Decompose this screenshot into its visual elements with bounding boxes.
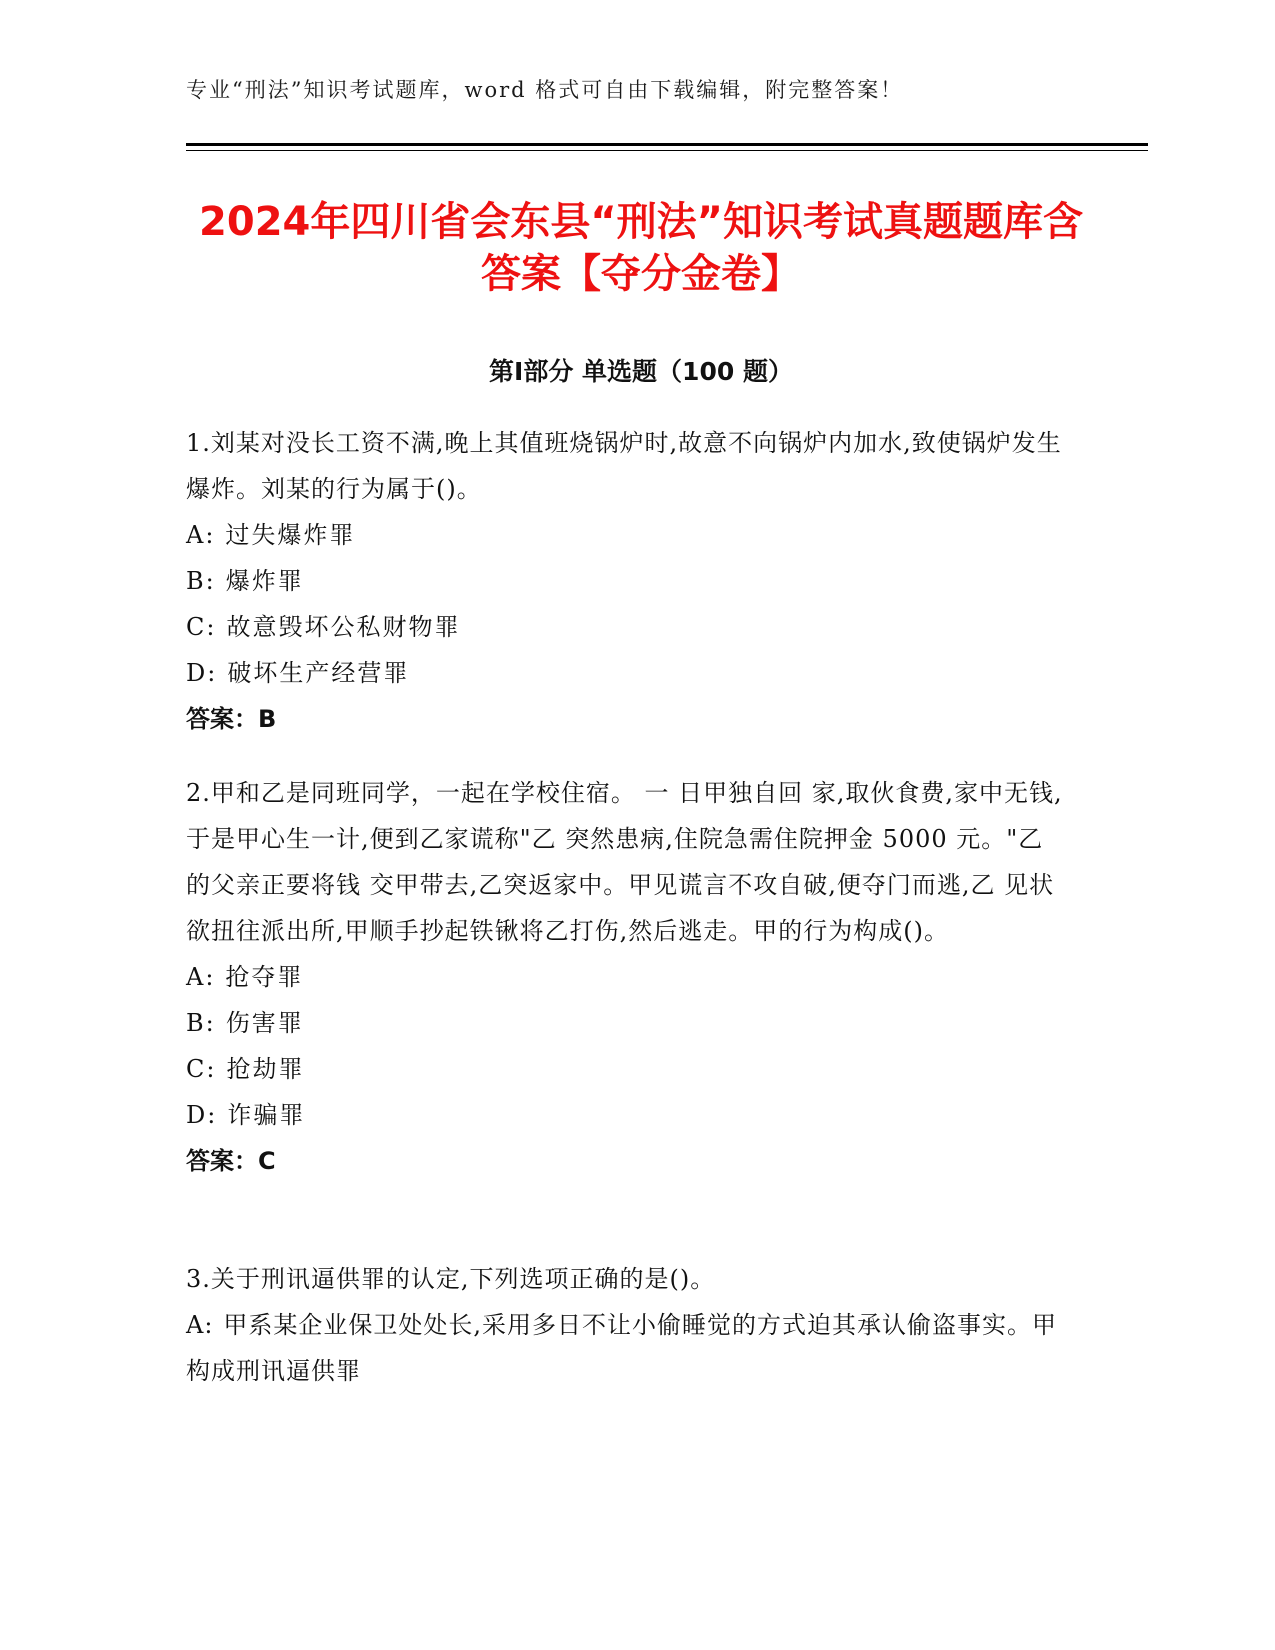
option-text: 抢劫罪 — [226, 1055, 305, 1083]
question-text: 1.刘某对没长工资不满,晚上其值班烧锅炉时,故意不向锅炉内加水,致使锅炉发生爆炸。刘某的行为属于()。 — [186, 429, 1062, 503]
answer-line: 答案：B — [186, 705, 277, 733]
header-note: 专业“刑法”知识考试题库，word 格式可自由下载编辑，附完整答案！ — [186, 78, 904, 102]
header-divider-thick — [186, 143, 1148, 146]
option-letter: C: — [186, 613, 217, 641]
option-letter: B: — [186, 1009, 216, 1037]
option-b — [186, 558, 1066, 604]
option-text: 诈骗罪 — [227, 1101, 306, 1129]
option-letter: C: — [186, 1055, 217, 1083]
option-letter: A: — [186, 1311, 214, 1339]
section-heading: 第Ⅰ部分 单选题（100 题） — [489, 357, 793, 386]
option-text: 过失爆炸罪 — [225, 521, 356, 549]
option-b — [186, 1000, 1066, 1046]
question-3 — [186, 1256, 1066, 1394]
option-c — [186, 1046, 1066, 1092]
question-text: 3.关于刑讯逼供罪的认定,下列选项正确的是()。 — [186, 1265, 716, 1293]
document-title: 2024年四川省会东县“刑法”知识考试真题题库含答案【夺分金卷】 — [199, 199, 1083, 297]
option-text: 伤害罪 — [225, 1009, 304, 1037]
answer-line: 答案：C — [186, 1147, 276, 1175]
option-a — [186, 1302, 1066, 1394]
option-a — [186, 512, 1066, 558]
option-c — [186, 604, 1066, 650]
option-letter: A: — [186, 963, 216, 991]
question-text: 2.甲和乙是同班同学，一起在学校住宿。 一 日甲独自回 家,取伙食费,家中无钱,于是甲心生一计,便到乙家谎称"乙 突然患病,住院急需住院押金 5000 元。"乙的父亲正要将钱 交甲带去,乙突返家中。甲见谎言不攻自破,便夺门而逃,乙 见状欲扭往派出所,甲顺手抄起铁锹将乙打伤,然后逃走。甲的行为构成()。 — [186, 779, 1063, 945]
option-letter: B: — [186, 567, 216, 595]
question-1 — [186, 420, 1066, 742]
option-letter: D: — [186, 1101, 218, 1129]
option-text: 抢夺罪 — [225, 963, 304, 991]
option-a — [186, 954, 1066, 1000]
option-text: 爆炸罪 — [225, 567, 304, 595]
option-letter: A: — [186, 521, 216, 549]
option-text: 甲系某企业保卫处处长,采用多日不让小偷睡觉的方式迫其承认偷盗事实。甲构成刑讯逼供罪 — [186, 1311, 1058, 1385]
option-d — [186, 1092, 1066, 1138]
option-text: 故意毁坏公私财物罪 — [226, 613, 461, 641]
header-divider-thin — [186, 150, 1148, 151]
question-2 — [186, 770, 1066, 1184]
option-text: 破坏生产经营罪 — [227, 659, 410, 687]
option-letter: D: — [186, 659, 218, 687]
option-d — [186, 650, 1066, 696]
